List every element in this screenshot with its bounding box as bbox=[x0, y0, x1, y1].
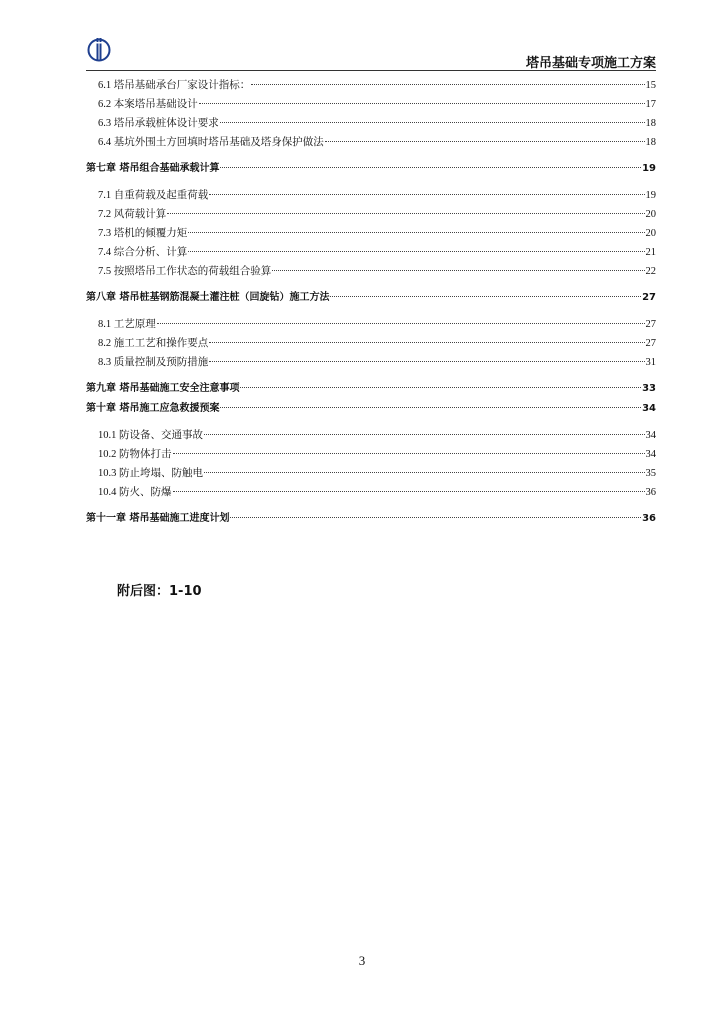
toc-dot-leader bbox=[230, 517, 641, 518]
toc-entry-title: 8.2 施工工艺和操作要点 bbox=[98, 338, 209, 349]
toc-entry-title: 7.4 综合分析、计算 bbox=[98, 247, 188, 258]
header-rule bbox=[86, 70, 656, 71]
toc-entry-title: 10.3 防止垮塌、防触电 bbox=[98, 468, 203, 479]
toc-entry-page: 36 bbox=[645, 487, 656, 498]
toc-entry-page: 19 bbox=[645, 190, 656, 201]
toc-chapter-entry[interactable] bbox=[86, 379, 656, 399]
toc-dot-leader bbox=[188, 251, 644, 252]
toc-dot-leader bbox=[272, 270, 644, 271]
toc-dot-leader bbox=[157, 323, 645, 324]
toc-section-entry[interactable] bbox=[86, 353, 656, 372]
toc-section-entry[interactable] bbox=[86, 483, 656, 502]
toc-entry-page: 19 bbox=[642, 163, 656, 174]
toc-dot-leader bbox=[188, 232, 644, 233]
toc-entry-page: 21 bbox=[645, 247, 656, 258]
toc-section-entry[interactable] bbox=[86, 464, 656, 483]
toc-chapter-entry[interactable] bbox=[86, 288, 656, 308]
toc-section-entry[interactable] bbox=[86, 133, 656, 152]
toc-entry-title: 10.2 防物体打击 bbox=[98, 449, 172, 460]
toc-dot-leader bbox=[240, 387, 641, 388]
toc-entry-page: 18 bbox=[645, 137, 656, 148]
toc-section-entry[interactable] bbox=[86, 262, 656, 281]
header-title: 塔吊基础专项施工方案 bbox=[525, 56, 656, 71]
toc-entry-page: 27 bbox=[642, 292, 656, 303]
toc-dot-leader bbox=[325, 141, 645, 142]
toc-entry-page: 34 bbox=[642, 403, 656, 414]
toc-entry-page: 17 bbox=[645, 99, 656, 110]
toc-entry-title: 6.1 塔吊基础承台厂家设计指标： bbox=[98, 80, 251, 91]
toc-dot-leader bbox=[173, 453, 645, 454]
toc-section-entry[interactable] bbox=[86, 76, 656, 95]
toc-section-entry[interactable] bbox=[86, 114, 656, 133]
toc-entry-page: 20 bbox=[645, 209, 656, 220]
toc-entry-title: 第十一章 塔吊基础施工进度计划 bbox=[86, 513, 230, 524]
toc-dot-leader bbox=[330, 296, 641, 297]
toc-section-entry[interactable] bbox=[86, 95, 656, 114]
table-of-contents bbox=[86, 76, 656, 529]
toc-entry-title: 8.1 工艺原理 bbox=[98, 319, 156, 330]
page-number: 3 bbox=[358, 953, 366, 968]
toc-section-entry[interactable] bbox=[86, 243, 656, 262]
toc-entry-title: 第七章 塔吊组合基础承载计算 bbox=[86, 163, 220, 174]
appendix-note: 附后图：1-10 bbox=[117, 584, 202, 599]
toc-entry-title: 第十章 塔吊施工应急救援预案 bbox=[86, 403, 220, 414]
toc-entry-title: 6.3 塔吊承载桩体设计要求 bbox=[98, 118, 219, 129]
toc-entry-page: 31 bbox=[645, 357, 656, 368]
toc-dot-leader bbox=[220, 167, 641, 168]
toc-dot-leader bbox=[209, 342, 644, 343]
toc-entry-page: 27 bbox=[645, 319, 656, 330]
toc-section-entry[interactable] bbox=[86, 186, 656, 205]
toc-entry-title: 第八章 塔吊桩基钢筋混凝土灌注桩（回旋钻）施工方法 bbox=[86, 292, 330, 303]
toc-dot-leader bbox=[173, 491, 645, 492]
toc-dot-leader bbox=[199, 103, 645, 104]
toc-section-entry[interactable] bbox=[86, 426, 656, 445]
toc-dot-leader bbox=[204, 434, 645, 435]
toc-section-entry[interactable] bbox=[86, 315, 656, 334]
toc-entry-title: 第九章 塔吊基础施工安全注意事项 bbox=[86, 383, 240, 394]
toc-entry-title: 7.2 风荷载计算 bbox=[98, 209, 167, 220]
toc-entry-page: 35 bbox=[645, 468, 656, 479]
toc-entry-title: 7.5 按照塔吊工作状态的荷载组合验算 bbox=[98, 266, 272, 277]
toc-entry-page: 15 bbox=[645, 80, 656, 91]
toc-entry-page: 34 bbox=[645, 430, 656, 441]
toc-dot-leader bbox=[209, 194, 644, 195]
toc-entry-page: 18 bbox=[645, 118, 656, 129]
toc-dot-leader bbox=[220, 407, 641, 408]
toc-chapter-entry[interactable] bbox=[86, 509, 656, 529]
company-logo-icon bbox=[86, 36, 112, 62]
toc-entry-title: 6.2 本案塔吊基础设计 bbox=[98, 99, 198, 110]
toc-chapter-entry[interactable] bbox=[86, 159, 656, 179]
toc-section-entry[interactable] bbox=[86, 205, 656, 224]
toc-dot-leader bbox=[204, 472, 645, 473]
toc-entry-page: 27 bbox=[645, 338, 656, 349]
toc-entry-title: 6.4 基坑外围土方回填时塔吊基础及塔身保护做法 bbox=[98, 137, 324, 148]
toc-entry-page: 36 bbox=[642, 513, 656, 524]
toc-dot-leader bbox=[251, 84, 644, 85]
toc-entry-page: 33 bbox=[642, 383, 656, 394]
toc-dot-leader bbox=[167, 213, 644, 214]
toc-entry-title: 10.1 防设备、交通事故 bbox=[98, 430, 203, 441]
toc-entry-title: 8.3 质量控制及预防措施 bbox=[98, 357, 209, 368]
toc-entry-page: 34 bbox=[645, 449, 656, 460]
toc-section-entry[interactable] bbox=[86, 445, 656, 464]
toc-entry-title: 7.3 塔机的倾覆力矩 bbox=[98, 228, 188, 239]
toc-chapter-entry[interactable] bbox=[86, 399, 656, 419]
toc-entry-page: 22 bbox=[645, 266, 656, 277]
toc-section-entry[interactable] bbox=[86, 334, 656, 353]
toc-section-entry[interactable] bbox=[86, 224, 656, 243]
toc-dot-leader bbox=[220, 122, 645, 123]
toc-entry-title: 7.1 自重荷载及起重荷载 bbox=[98, 190, 209, 201]
toc-entry-title: 10.4 防火、防爆 bbox=[98, 487, 172, 498]
toc-dot-leader bbox=[209, 361, 644, 362]
toc-entry-page: 20 bbox=[645, 228, 656, 239]
